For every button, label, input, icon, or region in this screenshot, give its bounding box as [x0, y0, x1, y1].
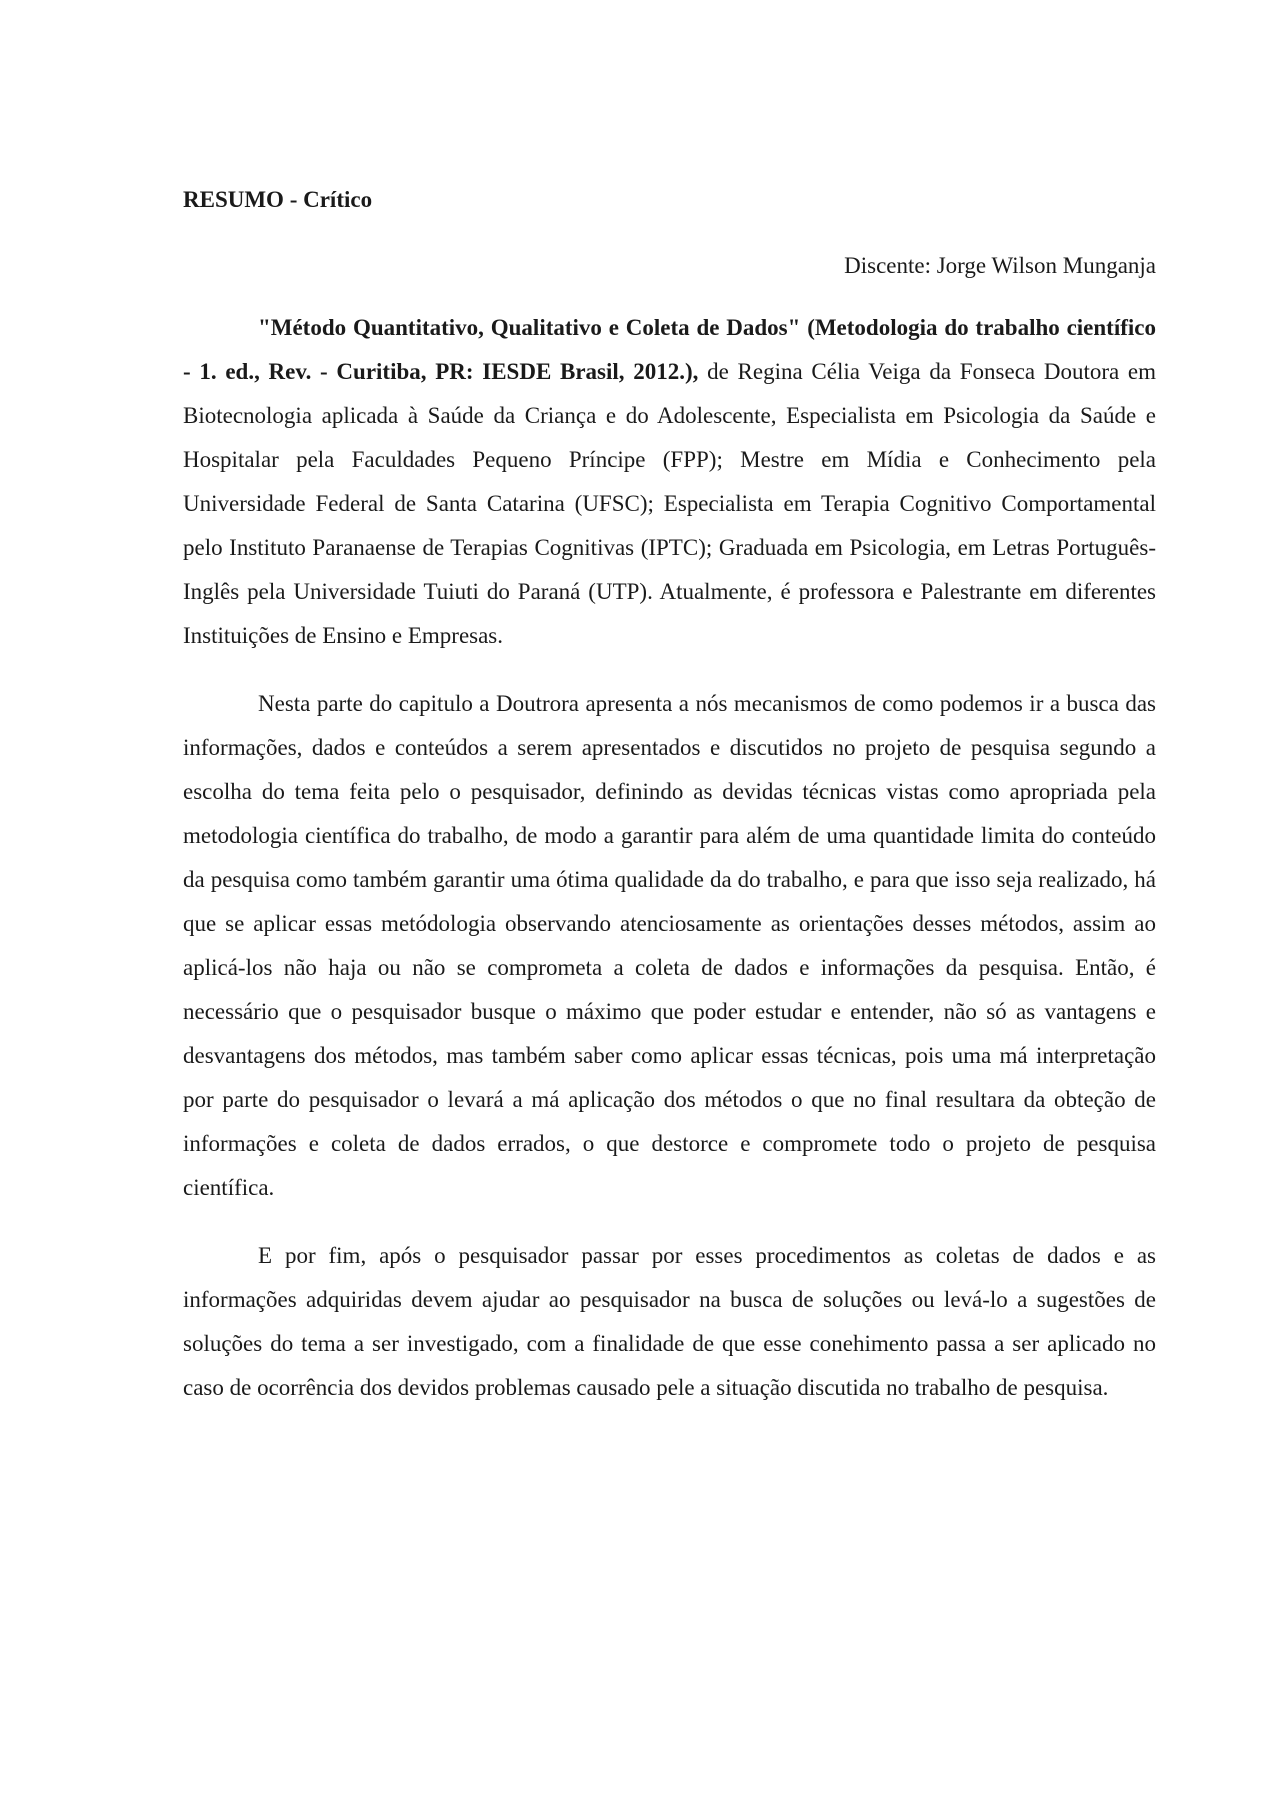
paragraph-body: Nesta parte do capitulo a Doutrora apresenta a nós mecanismos de como podemos ir a busca das informações, dados e conteúdos a serem apresentados e discutidos no projeto de pesquisa segundo a escolha do tema feita pelo o pesquisador, definindo as devidas técnicas vistas como apropriada pela metodologia científica do trabalho, de modo a garantir para além de uma quantidade limita do conteúdo da pesquisa como também garantir uma ótima qualidade da do trabalho, e para que isso seja realizado, há que se aplicar essas metódologia observando atenciosamente as orientações desses métodos, assim ao aplicá-los não haja ou não se comprometa a coleta de dados e informações da pesquisa. Então, é necessário que o pesquisador busque o máximo que poder estudar e entender, não só as vantagens e desvantagens dos métodos, mas também saber como aplicar essas técnicas, pois uma má interpretação por parte do pesquisador o levará a má aplicação dos métodos o que no final resultara da obteção de informações e coleta de dados errados, o que destorce e compromete todo o projeto de pesquisa científica.	[183, 691, 1156, 1200]
author-line: Discente: Jorge Wilson Munganja	[844, 253, 1156, 278]
paragraph-intro	[183, 306, 1156, 658]
book-reference: "Método Quantitativo, Qualitativo e Coleta de Dados" (Metodologia do trabalho científico - 1. ed., Rev. - Curitiba, PR: IESDE Brasil, 2012.),	[183, 315, 1156, 384]
document-body	[183, 180, 1156, 1410]
author-bio: de Regina Célia Veiga da Fonseca Doutora em Biotecnologia aplicada à Saúde da Criança e do Adolescente, Especialista em Psicologia da Saúde e Hospitalar pela Faculdades Pequeno Príncipe (FPP); Mestre em Mídia e Conhecimento pela Universidade Federal de Santa Catarina (UFSC); Especialista em Terapia Cognitivo Comportamental pelo Instituto Paranaense de Terapias Cognitivas (IPTC); Graduada em Psicologia, em Letras Português-Inglês pela Universidade Tuiuti do Paraná (UTP). Atualmente, é professora e Palestrante em diferentes Instituições de Ensino e Empresas.	[183, 359, 1157, 648]
paragraph-conclusion: E por fim, após o pesquisador passar por esses procedimentos as coletas de dados e as informações adquiridas devem ajudar ao pesquisador na busca de soluções ou levá-lo a sugestões de soluções do tema a ser investigado, com a finalidade de que esse conehimento passa a ser aplicado no caso de ocorrência dos devidos problemas causado pele a situação discutida no trabalho de pesquisa.	[183, 1243, 1156, 1400]
document-title: RESUMO - Crítico	[183, 187, 373, 212]
